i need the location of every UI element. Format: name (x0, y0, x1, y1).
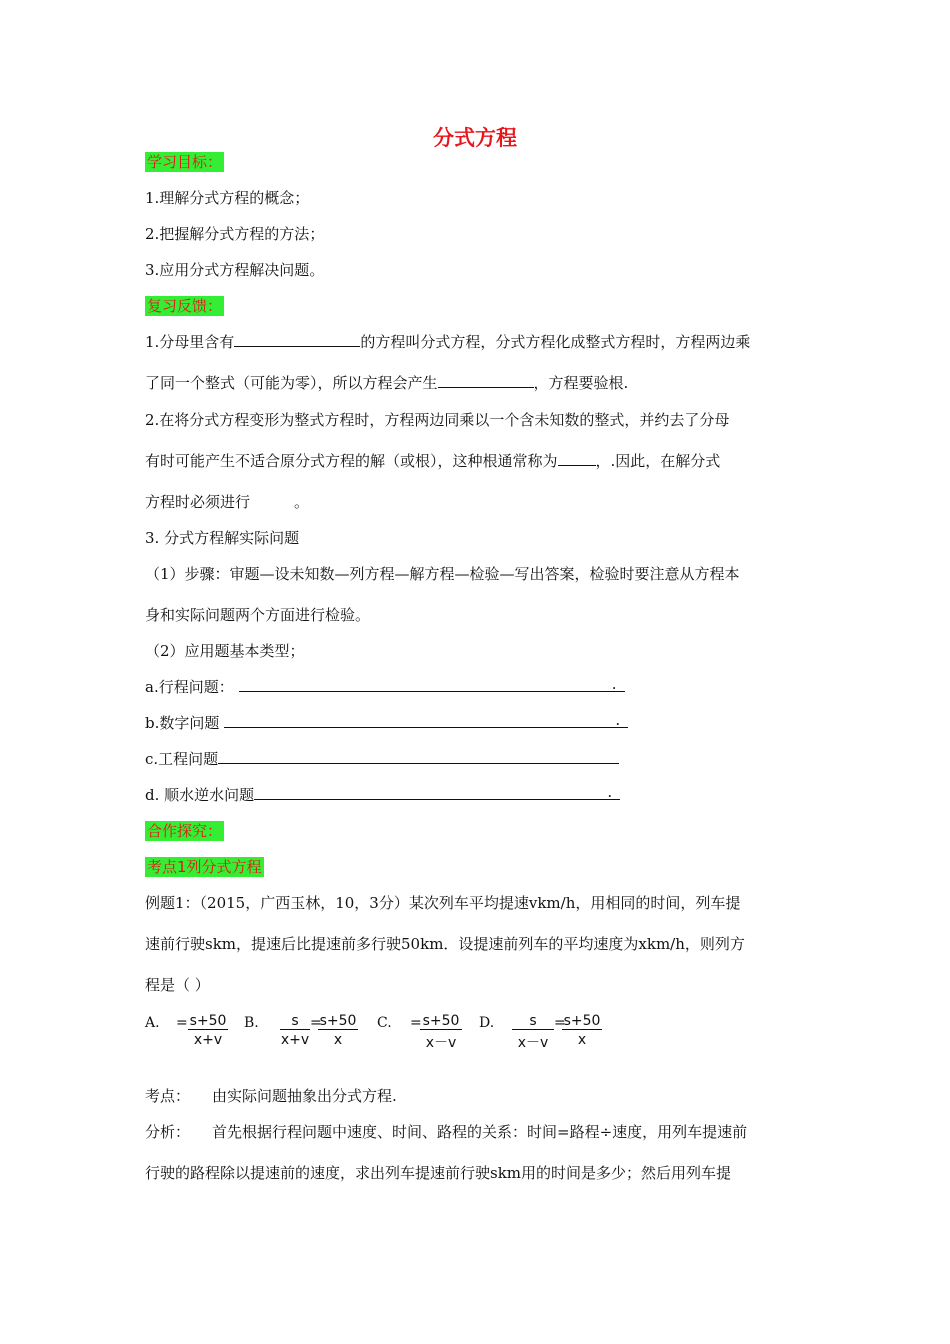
review-q1-line2: 了同一个整式（可能为零），所以方程会产生 ，方程要验根. (145, 374, 629, 392)
section-review (145, 296, 224, 316)
fill-blank[interactable]: . (239, 677, 625, 692)
option-d-fraction-left: $\frac{s}{x-v}$ (512, 1013, 554, 1052)
example-line1: 例题1：（2015，广西玉林，10，3分）某次列车平均提速vkm/h，用相同的时间，列车提 (145, 894, 741, 912)
review-heading: 复习反馈： (147, 297, 223, 315)
section-explore (145, 821, 224, 841)
option-a-label[interactable]: A. (145, 1015, 160, 1031)
point1-heading: 考点1列分式方程 (147, 858, 262, 876)
fill-blank[interactable] (218, 749, 619, 764)
types-heading: （2）应用题基本类型； (145, 642, 305, 660)
goal-1: 1.理解分式方程的概念； (145, 189, 310, 207)
fill-blank[interactable] (558, 451, 596, 466)
option-b-fraction-left: $\frac{s}{x+v}$ (280, 1013, 310, 1048)
section-goals (145, 152, 224, 172)
option-b-label[interactable]: B. (244, 1015, 259, 1031)
analysis-line1: 分析： 首先根据行程问题中速度、时间、路程的关系：时间=路程÷速度，用列车提速前 (145, 1123, 748, 1141)
goals-heading: 学习目标： (147, 153, 223, 171)
example-line3: 程是（ ） (145, 976, 210, 994)
page-title: 分式方程 (433, 126, 517, 150)
fill-blank[interactable]: . (254, 785, 620, 800)
option-d-label[interactable]: D. (479, 1015, 495, 1031)
steps-line2: 身和实际问题两个方面进行检验。 (145, 606, 371, 624)
steps-line1: （1）步骤：审题—设未知数—列方程—解方程—检验—写出答案，检验时要注意从方程本 (145, 565, 740, 583)
option-c-fraction: $\frac{s+50}{x-v}$ (420, 1013, 462, 1052)
section-point1 (145, 857, 264, 877)
goal-2: 2.把握解分式方程的方法； (145, 225, 325, 243)
analysis-point: 考点： 由实际问题抽象出分式方程. (145, 1087, 397, 1105)
review-q2-line2: 有时可能产生不适合原分式方程的解（或根），这种根通常称为 ，.因此，在解分式 (145, 452, 721, 470)
analysis-line2: 行驶的路程除以提速前的速度，求出列车提速前行驶skm用的时间是多少；然后用列车提 (145, 1164, 732, 1182)
review-q1-line1: 1.分母里含有 的方程叫分式方程，分式方程化成整式方程时，方程两边乘 (145, 333, 751, 351)
option-d-fraction-right: $\frac{s+50}{x}$ (563, 1013, 601, 1048)
review-q2-line1: 2.在将分式方程变形为整式方程时，方程两边同乘以一个含未知数的整式，并约去了分母 (145, 411, 730, 429)
type-c: c.工程问题 (145, 749, 619, 769)
option-b-fraction-right: $\frac{s+50}{x}$ (319, 1013, 357, 1048)
review-q3: 3. 分式方程解实际问题 (145, 529, 300, 547)
fill-blank[interactable]: . (224, 713, 628, 728)
fill-blank[interactable] (438, 373, 534, 388)
type-b: b.数字问题 . (145, 713, 628, 733)
review-q2-line3: 方程时必须进行 。 (145, 493, 310, 511)
fill-blank[interactable] (234, 332, 360, 347)
option-c-label[interactable]: C. (377, 1015, 392, 1031)
explore-heading: 合作探究： (147, 822, 223, 840)
document-page: 分式方程 学习目标： 1.理解分式方程的概念； 2.把握解分式方程的方法； 3.应用分式方程解决问题。 复习反馈： 1.分母里含有 的方程叫分式方程，分式方程化成整式方程时，方程两边乘 了同一个整式（可能为零），所以方程会产生 ，方程要验根. 2.在将分式方程变形为整式方程时，方程两边同乘以一个含未知数的整式，并约去了分母 有时可能产生不适合原分式方程的解（或根），这种根通常称为 ，.因此，在解分式 方程时必须进行 。 3. 分式方程解实际问题 （1）步骤：审题—设未知数—列方程—解方程—检验—写出答案，检验时要注意从方程本 身和实际问题两个方面进行检验。 （2）应用题基本类型； a.行程问题： . b.数字问题 . c.工程问题 d. 顺水逆水问题 . 合作探究： 考点1列分式方程 例题1：（2015，广西玉林，10，3分）某次列车平均提速vkm/h，用相同的时间，列车提 速前行驶skm，提速后比提速前多行驶50km．设提速前列车的平均速度为xkm/h，则列方 程是（ ） A. = $\frac{s+50}{x+v}$ B. $\frac{s}{x+v}$ = $\frac{s+50}{x}$ C. = $\frac{s+50}{x-v}$ D. $\frac{s}{x-v}$ = $\frac{s+50}{x}$ 考点： 由实际问题抽象出分式方程. 分析： 首先根据行程问题中速度、时间、路程的关系：时间=路程÷速度，用列车提速前 行驶的路程除以提速前的速度，求出列车提速前行驶skm用的时间是多少；然后用列车提 (0, 0, 950, 1344)
type-d: d. 顺水逆水问题 . (145, 785, 620, 805)
example-line2: 速前行驶skm，提速后比提速前多行驶50km．设提速前列车的平均速度为xkm/h，则列方 (145, 935, 745, 953)
option-a-fraction: $\frac{s+50}{x+v}$ (189, 1013, 227, 1048)
goal-3: 3.应用分式方程解决问题。 (145, 261, 325, 279)
type-a: a.行程问题： . (145, 677, 625, 697)
